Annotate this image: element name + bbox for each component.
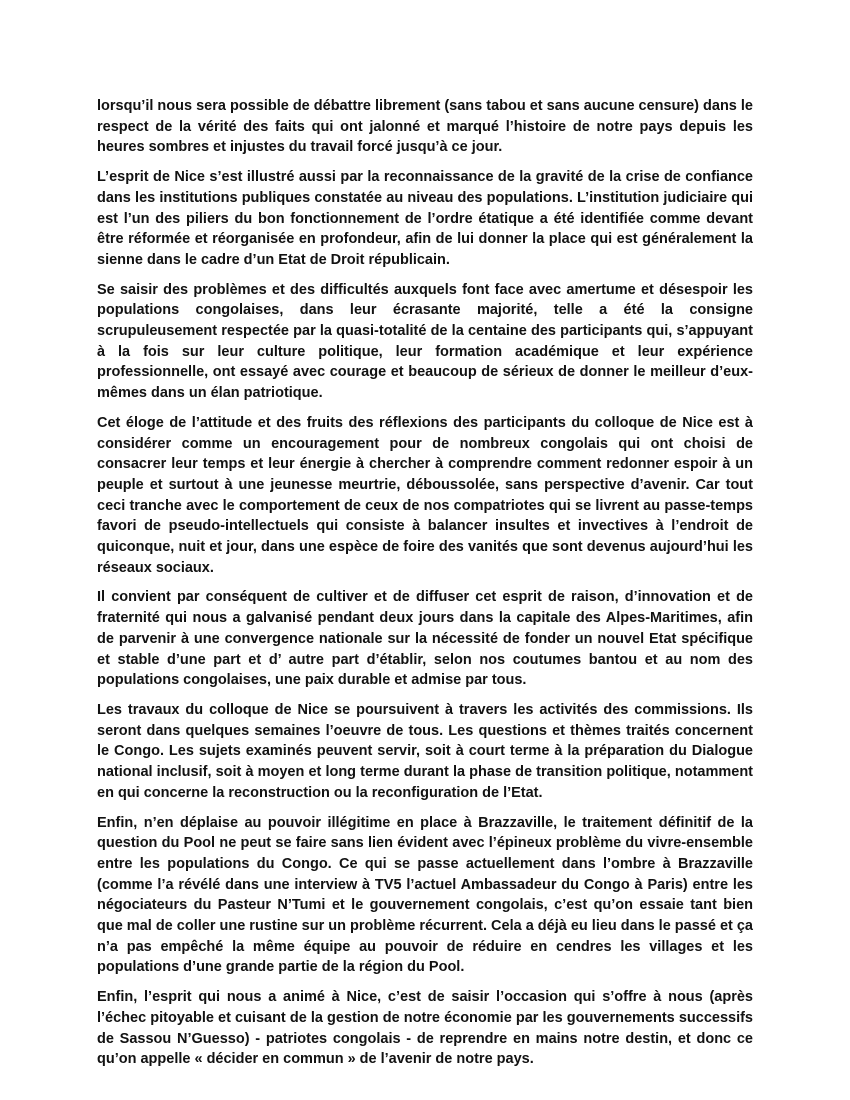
paragraph: Cet éloge de l’attitude et des fruits des réflexions des participants du colloque de Nice est à considérer comme un encouragement pour de nombreux congolais qui ont choisi de consacrer leur temps et leur énergie à chercher à comprendre comment redonner espoir à un peuple et surtout à une jeunesse meurtrie, déboussolée, sans perspective d’avenir. Car tout ceci tranche avec le comportement de ceux de nos compatriotes qui se livrent au passe-temps favori de pseudo-intellectuels qui consiste à balancer insultes et invectives à l’endroit de quiconque, nuit et jour, dans une espèce de foire des vanités que sont devenus aujourd’hui les réseaux sociaux. xyxy=(97,414,753,576)
paragraph: Il convient par conséquent de cultiver et de diffuser cet esprit de raison, d’innovation et de fraternité qui nous a galvanisé pendant deux jours dans la capitale des Alpes-Maritimes, afin de parvenir à une convergence nationale sur la nécessité de fonder un nouvel Etat spécifique et stable d’une part et d’ autre part d’établir, selon nos coutumes bantou et au nom des populations congolaises, une paix durable et admise par tous. xyxy=(97,589,753,689)
paragraph: L’esprit de Nice s’est illustré aussi par la reconnaissance de la gravité de la crise de confiance dans les institutions publiques constatée au niveau des populations. L’institution judiciaire qui est l’un des piliers du bon fonctionnement de l’ordre étatique a été identifiée comme devant être réformée et réorganisée en profondeur, afin de lui donner la place qui est généralement la sienne dans le cadre d’un Etat de Droit républicain. xyxy=(97,169,753,268)
paragraph: Enfin, l’esprit qui nous a animé à Nice, c’est de saisir l’occasion qui s’offre à nous (après l’échec pitoyable et cuisant de la gestion de notre économie par les gouvernements successifs de Sassou N’Guesso) - patriotes congolais - de reprendre en mains notre destin, et donc ce qu’on appelle « décider en commun » de l’avenir de notre pays. xyxy=(97,989,753,1068)
paragraph: lorsqu’il nous sera possible de débattre librement (sans tabou et sans aucune censure) dans le respect de la vérité des faits qui ont jalonné et marqué l’histoire de notre pays depuis les heures sombres et injustes du travail forcé jusqu’à ce jour. xyxy=(97,98,753,156)
paragraph: Se saisir des problèmes et des difficultés auxquels font face avec amertume et désespoir les populations congolaises, dans leur écrasante majorité, telle a été la consigne scrupuleusement respectée par la quasi-totalité de la centaine des participants qui, s’appuyant à la fois sur leur culture politique, leur formation académique et leur expérience professionnelle, ont essayé avec courage et beaucoup de sérieux de donner le meilleur d’eux-mêmes dans un élan patriotique. xyxy=(97,281,753,402)
paragraph: Enfin, n’en déplaise au pouvoir illégitime en place à Brazzaville, le traitement définitif de la question du Pool ne peut se faire sans lien évident avec l’épineux problème du vivre-ensemble entre les populations du Congo. Ce qui se passe actuellement dans l’ombre à Brazzaville (comme l’a révélé dans une interview à TV5 l’actuel Ambassadeur du Congo à Paris) entre les négociateurs du Pasteur N’Tumi et le gouvernement congolais, c’est qu’on essaie tant bien que mal de coller une rustine sur un problème récurrent. Cela a déjà eu lieu dans le passé et ça n’a pas empêché la même équipe au pouvoir de réduire en cendres les villages et les populations d’une grande partie de la région du Pool. xyxy=(97,814,753,976)
paragraph: Les travaux du colloque de Nice se poursuivent à travers les activités des commissions. Ils seront dans quelques semaines l’oeuvre de tous. Les questions et thèmes traités concernent le Congo. Les sujets examinés peuvent servir, soit à court terme à la préparation du Dialogue national inclusif, soit à moyen et long terme durant la phase de transition politique, notamment en qui concerne la reconstruction ou la reconfiguration de l’Etat. xyxy=(97,701,753,801)
